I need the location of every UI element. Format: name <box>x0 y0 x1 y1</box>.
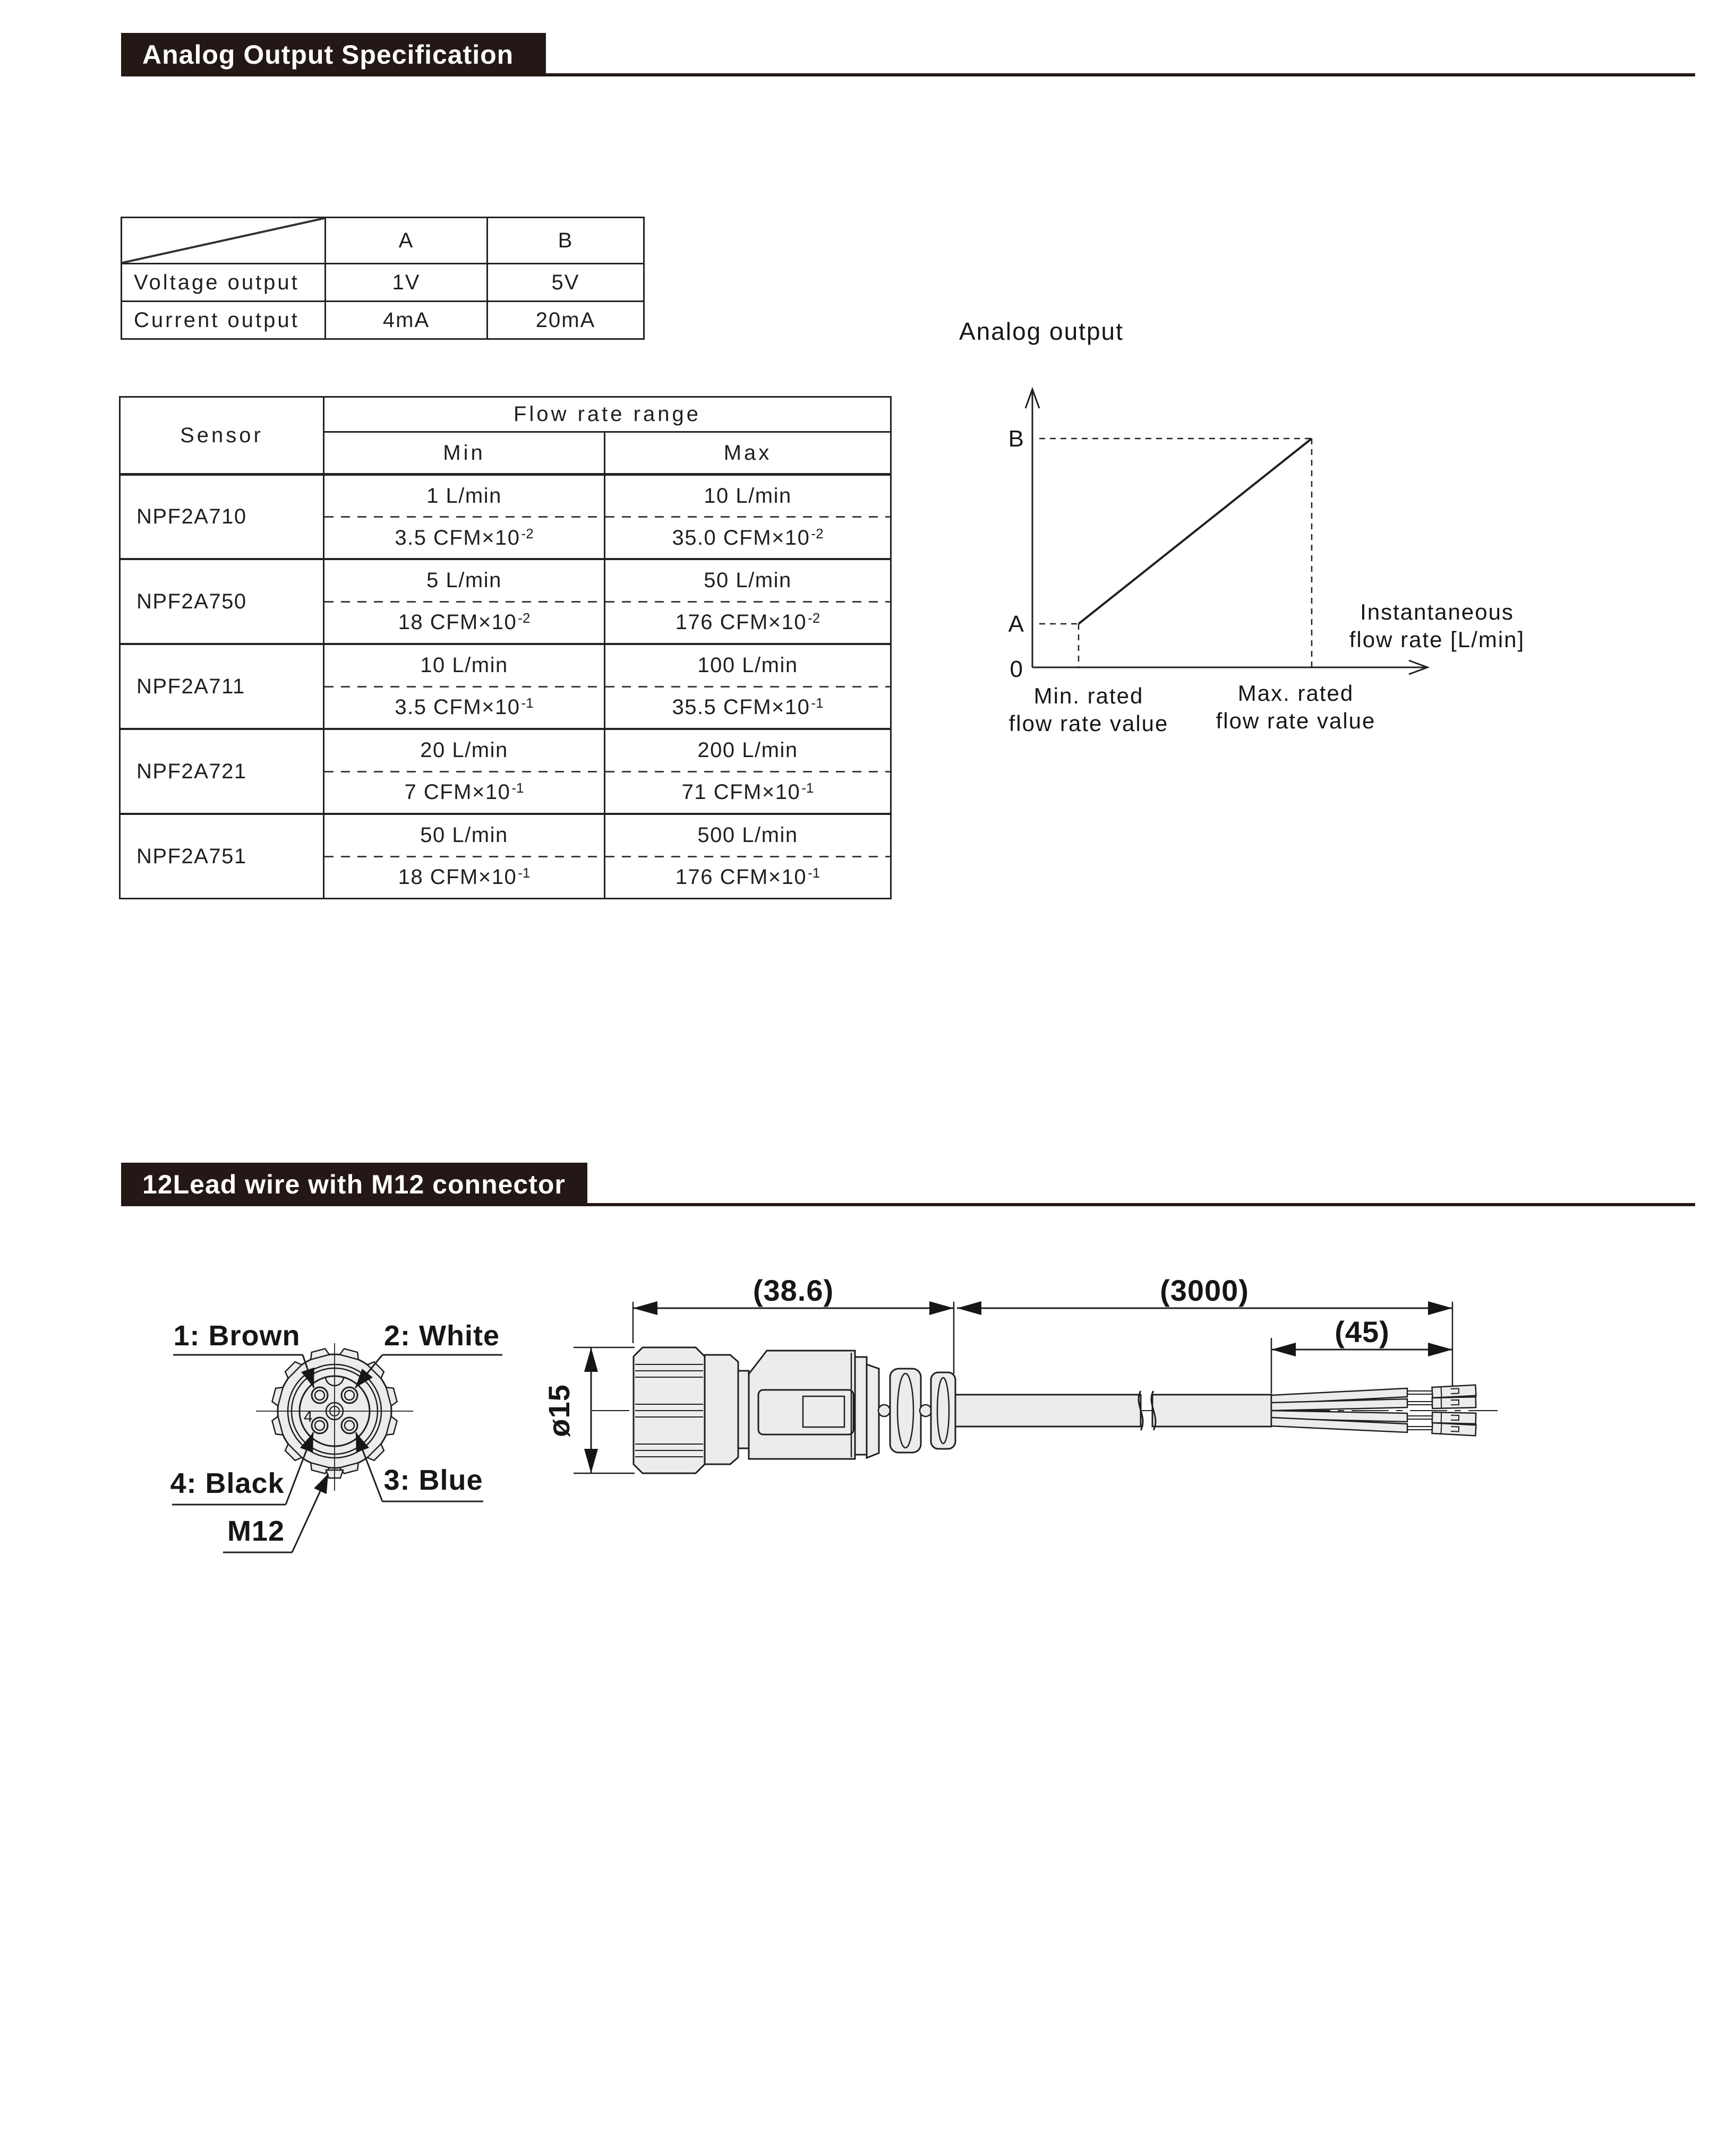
pin4-label: 4: Black <box>170 1467 285 1499</box>
max-lmin-value: 10 L/min <box>704 484 792 508</box>
max-rated-label-line2: flow rate value <box>1216 708 1376 733</box>
bellows-taper <box>867 1364 879 1458</box>
graph-title: Analog output <box>959 317 1124 345</box>
min-lmin-value: 50 L/min <box>420 823 508 847</box>
section-header-lead-wire <box>121 1163 587 1206</box>
min-rated-label-line2: flow rate value <box>1008 711 1169 736</box>
pin4-engraved-number: 4 <box>304 1408 313 1425</box>
max-cfm-value: 176 CFM×10 $^{-2}$ <box>675 610 820 634</box>
crimp-terminal-4 <box>1432 1423 1476 1436</box>
min-column-header: Min <box>323 433 604 473</box>
max-cfm-value: 71 CFM×10 $^{-1}$ <box>681 780 814 804</box>
bellows-joint-2 <box>920 1405 931 1416</box>
neck <box>738 1371 749 1448</box>
section-title-analog: Analog Output Specification <box>142 40 514 70</box>
max-flow-cell <box>604 728 890 813</box>
pin1-label: 1: Brown <box>173 1320 301 1352</box>
cable-right <box>1152 1395 1271 1427</box>
min-lmin-value: 5 L/min <box>426 568 502 592</box>
dim-strip-length: (45) <box>1335 1315 1390 1348</box>
pin2-label: 2: White <box>384 1320 500 1352</box>
ab-cell: 4mA <box>324 300 486 338</box>
analog-output-line <box>1079 439 1312 624</box>
max-flow-cell <box>604 473 890 558</box>
sensor-model-cell: NPF2A711 <box>121 643 323 728</box>
min-cfm-value: 3.5 CFM×10 $^{-2}$ <box>395 525 534 549</box>
max-lmin-value: 50 L/min <box>704 568 792 592</box>
crimp-terminal-2 <box>1432 1397 1476 1408</box>
ab-col-a-header: A <box>324 218 486 263</box>
pin3-label: 3: Blue <box>383 1464 483 1496</box>
y-tick-b: B <box>1008 426 1025 452</box>
min-lmin-value: 10 L/min <box>420 653 508 677</box>
sensor-model-cell: NPF2A751 <box>121 813 323 898</box>
bellows-lobe-1 <box>890 1369 921 1453</box>
origin-label: 0 <box>1010 656 1024 682</box>
pin-4-black <box>312 1418 328 1433</box>
ab-row-label: Voltage output <box>122 263 324 300</box>
sensor-model-cell: NPF2A750 <box>121 558 323 643</box>
thread-leader <box>292 1474 328 1552</box>
m12-connector-face-diagram <box>159 1290 584 1619</box>
ab-cell: 1V <box>324 263 486 300</box>
ab-cell: 5V <box>486 263 643 300</box>
crimp-terminal-3 <box>1432 1412 1476 1424</box>
lead-wire-drawing <box>542 1264 1620 1603</box>
min-rated-label-line1: Min. rated <box>1033 683 1144 708</box>
section-header-analog <box>121 33 546 76</box>
min-flow-cell <box>323 813 604 898</box>
nut-collar <box>705 1355 738 1464</box>
max-cfm-value: 176 CFM×10 $^{-1}$ <box>675 865 820 889</box>
min-flow-cell <box>323 643 604 728</box>
min-cfm-value: 18 CFM×10 $^{-1}$ <box>398 865 531 889</box>
min-flow-cell <box>323 728 604 813</box>
cable-left <box>955 1395 1141 1427</box>
sensor-model-cell: NPF2A721 <box>121 728 323 813</box>
max-flow-cell <box>604 643 890 728</box>
x-axis-title-line2: flow rate [L/min] <box>1349 627 1525 652</box>
analog-ab-table <box>121 217 645 340</box>
dim-diameter: ø15 <box>542 1384 576 1437</box>
x-axis-title-line1: Instantaneous <box>1360 599 1514 624</box>
section-title-lead-wire: 12Lead wire with M12 connector <box>142 1170 566 1199</box>
sensor-flow-rate-table <box>119 396 892 899</box>
min-cfm-value: 18 CFM×10 $^{-2}$ <box>398 610 531 634</box>
pin-1-brown <box>312 1387 328 1403</box>
max-lmin-value: 100 L/min <box>697 653 798 677</box>
y-tick-a: A <box>1008 611 1025 637</box>
min-flow-cell <box>323 558 604 643</box>
max-flow-cell <box>604 558 890 643</box>
pin-2-white <box>341 1387 357 1403</box>
min-cfm-value: 7 CFM×10 $^{-1}$ <box>404 780 524 804</box>
connector-body <box>749 1351 855 1459</box>
bellows-lobe-2 <box>931 1372 955 1449</box>
dim-connector-length: (38.6) <box>753 1274 834 1307</box>
bellows-joint-1 <box>878 1405 890 1416</box>
sensor-column-header: Sensor <box>180 423 263 447</box>
max-flow-cell <box>604 813 890 898</box>
body-step <box>855 1357 867 1455</box>
max-cfm-value: 35.5 CFM×10 $^{-1}$ <box>672 695 824 719</box>
max-cfm-value: 35.0 CFM×10 $^{-2}$ <box>672 525 824 549</box>
max-lmin-value: 500 L/min <box>697 823 798 847</box>
flow-rate-range-header: Flow rate range <box>323 398 890 433</box>
sensor-model-cell: NPF2A710 <box>121 473 323 558</box>
pin-3-blue <box>341 1418 357 1433</box>
analog-output-graph <box>929 300 1673 778</box>
max-lmin-value: 200 L/min <box>697 738 798 762</box>
ab-cell: 20mA <box>486 300 643 338</box>
min-lmin-value: 20 L/min <box>420 738 508 762</box>
max-rated-label-line1: Max. rated <box>1237 681 1354 706</box>
min-flow-cell <box>323 473 604 558</box>
ab-corner-cell <box>122 218 324 263</box>
thread-label: M12 <box>227 1515 285 1547</box>
min-cfm-value: 3.5 CFM×10 $^{-1}$ <box>395 695 534 719</box>
ab-col-b-header: B <box>486 218 643 263</box>
min-lmin-value: 1 L/min <box>426 484 502 508</box>
max-column-header: Max <box>604 433 890 473</box>
ab-row-label: Current output <box>122 300 324 338</box>
dim-cable-length: (3000) <box>1160 1274 1249 1307</box>
crimp-terminal-1 <box>1432 1385 1476 1398</box>
